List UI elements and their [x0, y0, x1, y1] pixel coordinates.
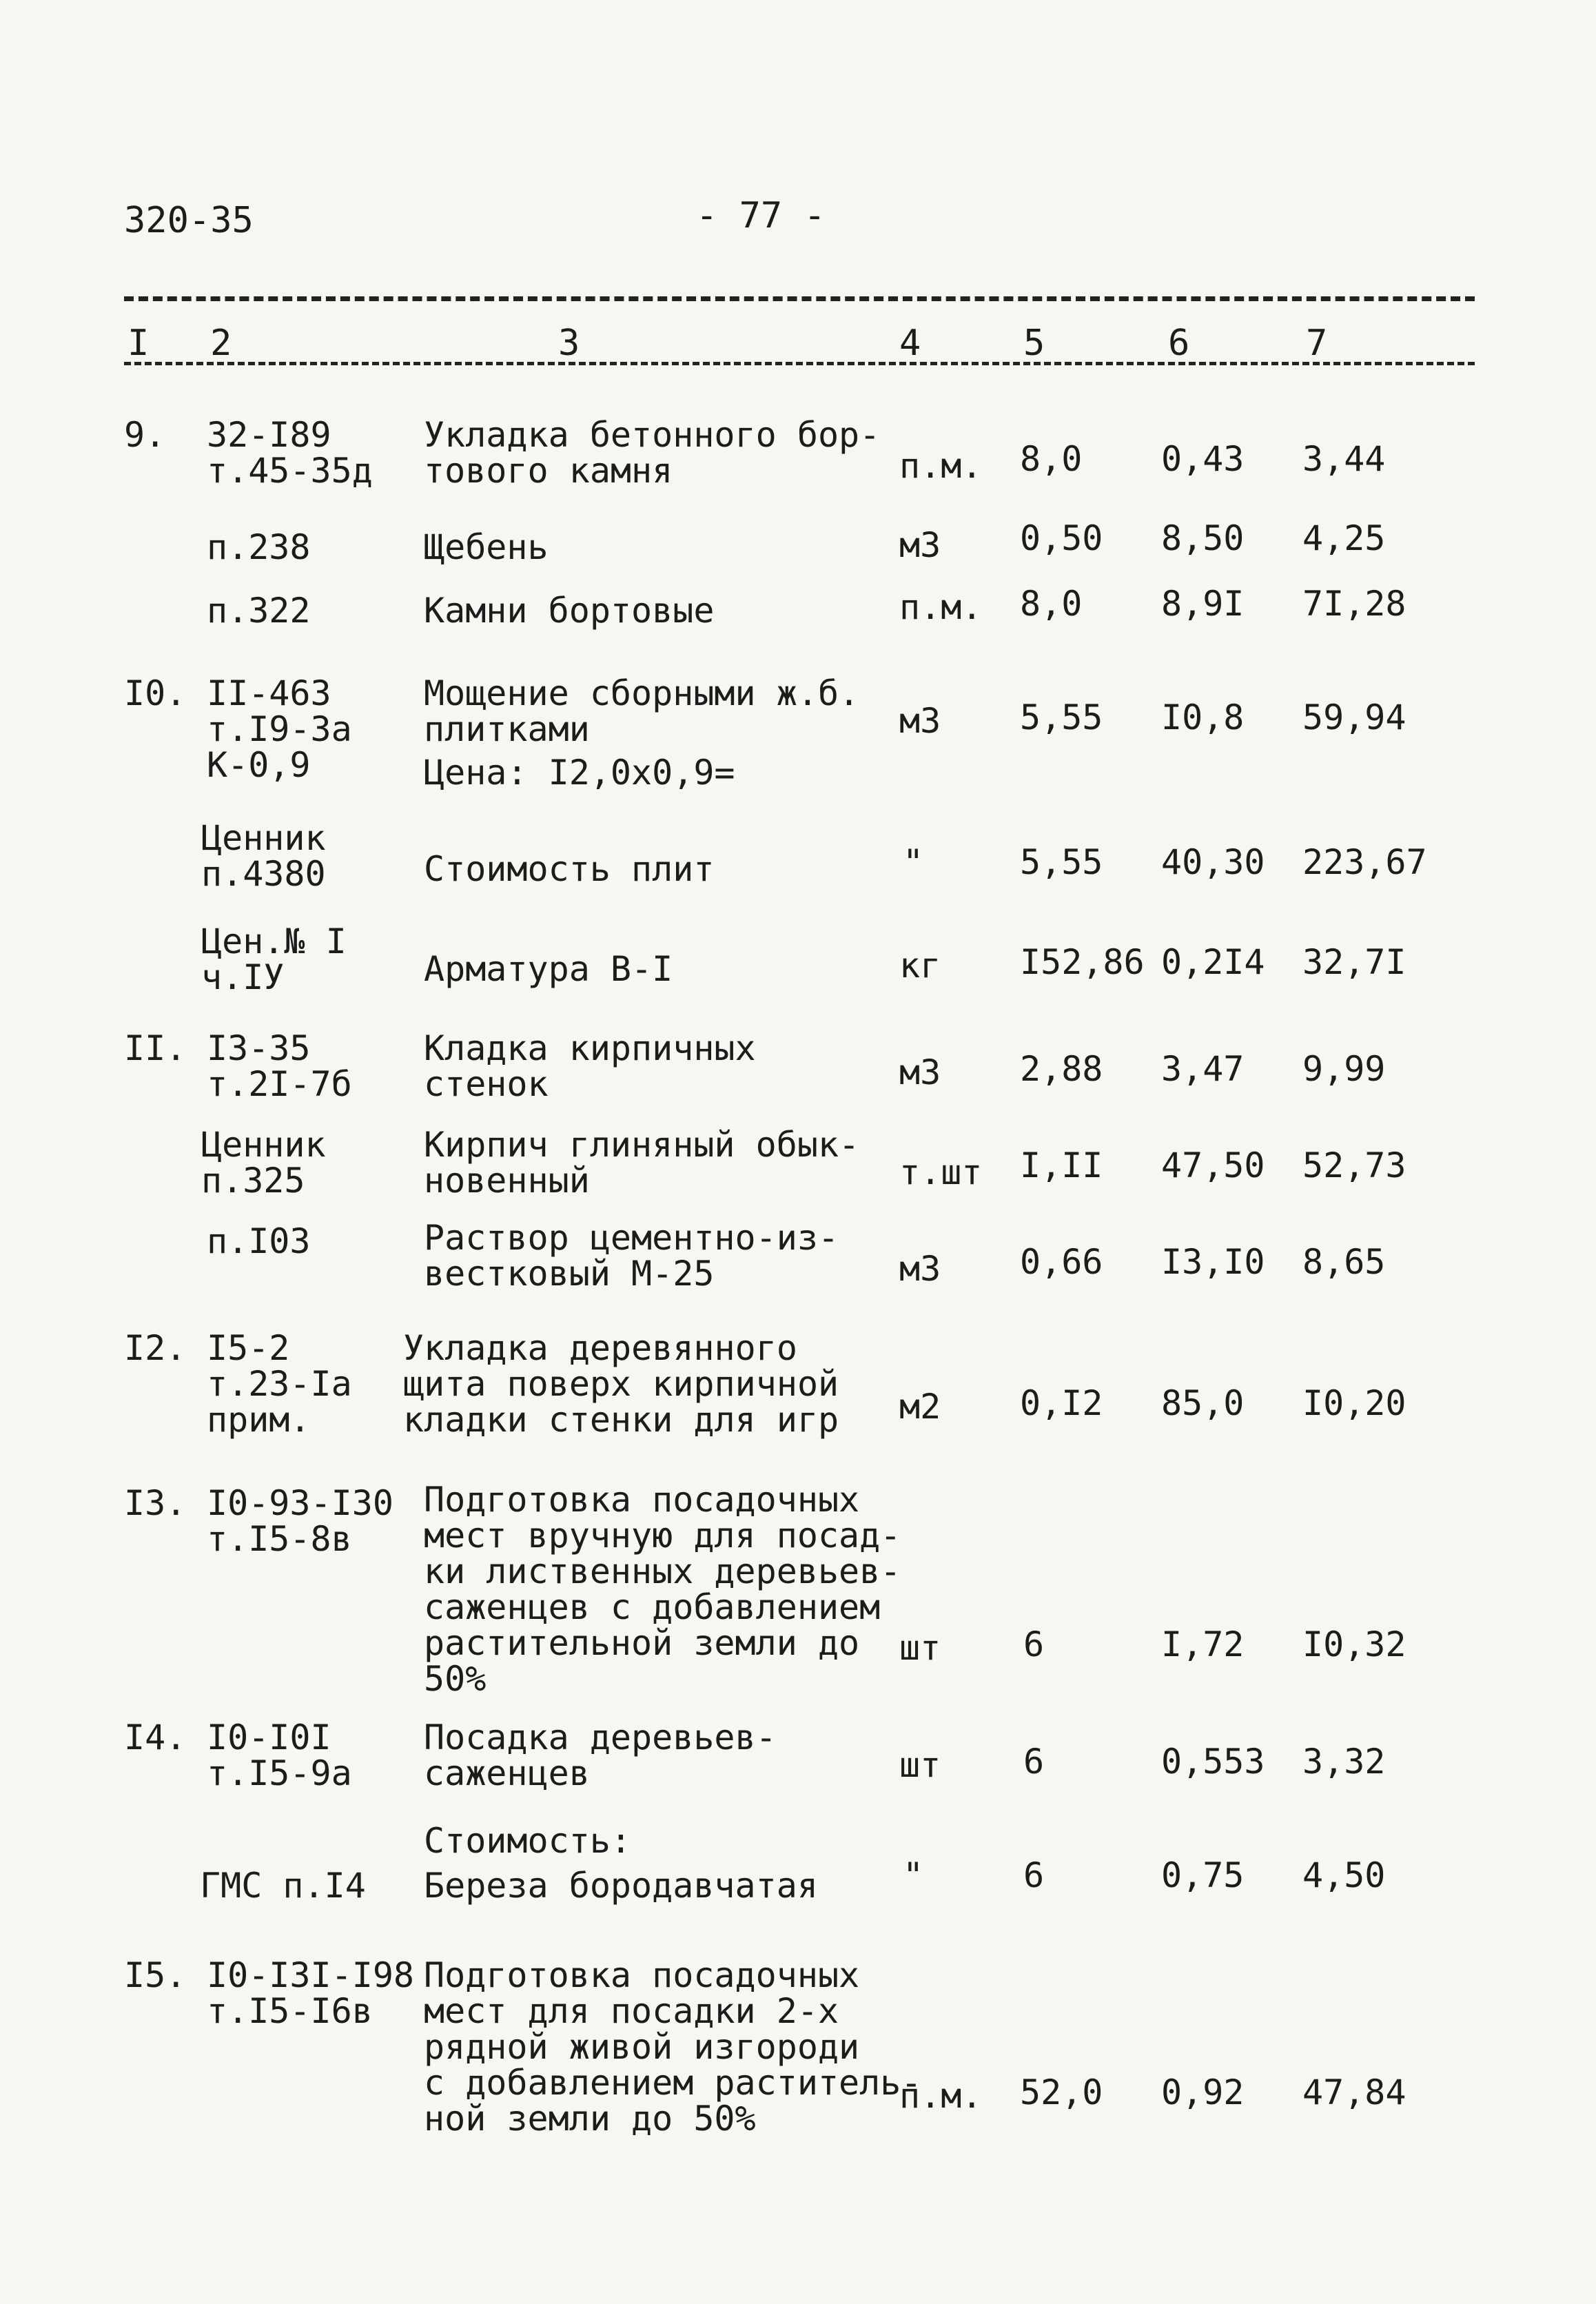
quantity: 52,0 [1020, 2072, 1103, 2112]
norm-code: Ценник п.325 [201, 1125, 326, 1201]
column-header-2: 2 [210, 323, 232, 364]
total-cost: 52,73 [1302, 1145, 1406, 1185]
norm-code: Ценник п.4380 [201, 818, 326, 894]
total-cost: 3,44 [1302, 439, 1386, 479]
item-number: I2. [124, 1328, 187, 1368]
unit-price: 0,553 [1161, 1742, 1265, 1782]
quantity: 8,0 [1020, 439, 1083, 479]
norm-code: II-463 т.I9-3а К-0,9 [207, 673, 352, 785]
unit-price: I3,I0 [1161, 1242, 1265, 1282]
column-header-4: 4 [899, 323, 921, 364]
unit: м2 [899, 1387, 941, 1427]
quantity: 6 [1023, 1624, 1045, 1664]
total-cost: 4,50 [1302, 1855, 1386, 1895]
quantity: 8,0 [1020, 584, 1083, 624]
total-cost: I0,32 [1302, 1624, 1406, 1664]
norm-code: п.I03 [207, 1221, 311, 1261]
norm-code: I3-35 т.2I-7б [207, 1028, 352, 1104]
unit: м3 [899, 1249, 941, 1289]
total-cost: 7I,28 [1302, 584, 1406, 624]
unit-price: 0,92 [1161, 2072, 1245, 2112]
unit: м3 [899, 525, 941, 565]
unit-price: 85,0 [1161, 1383, 1245, 1423]
unit-price: 47,50 [1161, 1145, 1265, 1185]
quantity: I,II [1020, 1145, 1103, 1185]
item-number: II. [124, 1028, 187, 1068]
work-description: Укладка бетонного бор- тового камня [424, 415, 881, 491]
work-description: Посадка деревьев- саженцев [424, 1717, 777, 1793]
work-description: Мощение сборными ж.б. плитками [424, 673, 860, 749]
quantity: 5,55 [1020, 697, 1103, 737]
norm-code: I0-93-I30 т.I5-8в [207, 1483, 393, 1559]
work-description: Подготовка посадочных мест вручную для посад- ки лиственных деревьев- саженцев с добавлением растительной земли до 50% [424, 1480, 901, 1699]
unit: " [903, 842, 924, 882]
unit-price: I0,8 [1161, 697, 1245, 737]
total-cost: 59,94 [1302, 697, 1406, 737]
total-cost: 8,65 [1302, 1242, 1386, 1282]
quantity: 6 [1023, 1855, 1045, 1895]
unit: п.м. [899, 2076, 983, 2116]
work-description: Камни бортовые [424, 591, 715, 631]
quantity: I52,86 [1020, 942, 1145, 982]
column-header-7: 7 [1306, 323, 1328, 364]
item-number: I5. [124, 1955, 187, 1995]
norm-code: ГМС п.I4 [200, 1866, 366, 1906]
unit: п.м. [899, 587, 983, 627]
quantity: 6 [1023, 1742, 1045, 1782]
total-cost: 3,32 [1302, 1742, 1386, 1782]
work-description: Раствор цементно-из- вестковый М-25 [424, 1218, 839, 1294]
unit-price: 8,50 [1161, 518, 1245, 558]
unit-price: I,72 [1161, 1624, 1245, 1664]
column-header-5: 5 [1023, 323, 1045, 364]
unit-price: 3,47 [1161, 1049, 1245, 1089]
total-cost: 47,84 [1302, 2072, 1406, 2112]
work-description: Стоимость плит [424, 849, 715, 889]
work-description: Арматура В-I [424, 949, 673, 989]
norm-code: п.322 [207, 591, 311, 631]
unit: шт [899, 1628, 941, 1668]
price-note: Цена: I2,0х0,9= [424, 753, 735, 793]
quantity: 0,I2 [1020, 1383, 1103, 1423]
total-cost: 4,25 [1302, 518, 1386, 558]
column-header-3: 3 [558, 323, 580, 364]
work-description: Щебень [424, 527, 549, 567]
unit-price: 0,43 [1161, 439, 1245, 479]
total-cost: 223,67 [1302, 842, 1427, 882]
work-description: Береза бородавчатая [424, 1866, 818, 1906]
quantity: 0,66 [1020, 1242, 1103, 1282]
total-cost: 32,7I [1302, 942, 1406, 982]
norm-code: I5-2 т.23-Iа прим. [207, 1328, 352, 1440]
unit: шт [899, 1745, 941, 1785]
unit: м3 [899, 701, 941, 741]
column-header-6: 6 [1168, 323, 1190, 364]
work-description: Стоимость: [424, 1821, 632, 1861]
work-description: Укладка деревянного щита поверх кирпичной кладки стенки для игр [403, 1328, 839, 1440]
total-cost: I0,20 [1302, 1383, 1406, 1423]
unit: м3 [899, 1052, 941, 1092]
item-number: I3. [124, 1483, 187, 1523]
unit: п.м. [899, 446, 983, 486]
unit-price: 0,75 [1161, 1855, 1245, 1895]
work-description: Подготовка посадочных мест для посадки 2-х рядной живой изгороди с добавлением раститель- ной земли до 50% [424, 1955, 922, 2139]
item-number: I0. [124, 673, 187, 713]
quantity: 2,88 [1020, 1049, 1103, 1089]
unit: кг [899, 946, 941, 986]
page-number: - 77 - [696, 195, 826, 236]
norm-code: Цен.№ I ч.IУ [201, 921, 347, 997]
unit: т.шт [899, 1152, 983, 1192]
unit-price: 0,2I4 [1161, 942, 1265, 982]
unit-price: 40,30 [1161, 842, 1265, 882]
work-description: Кирпич глиняный обык- новенный [424, 1125, 860, 1201]
doc-code: 320-35 [124, 200, 254, 241]
total-cost: 9,99 [1302, 1049, 1386, 1089]
header-underline [124, 362, 1475, 365]
norm-code: I0-I3I-I98 т.I5-I6в [207, 1955, 415, 2031]
item-number: 9. [124, 415, 166, 455]
unit: " [903, 1855, 924, 1895]
quantity: 0,50 [1020, 518, 1103, 558]
norm-code: I0-I0I т.I5-9а [207, 1717, 352, 1793]
top-divider [124, 296, 1475, 301]
column-header-1: I [127, 323, 150, 364]
work-description: Кладка кирпичных стенок [424, 1028, 756, 1104]
norm-code: п.238 [207, 527, 311, 567]
norm-code: 32-I89 т.45-35д [207, 415, 373, 491]
item-number: I4. [124, 1717, 187, 1757]
quantity: 5,55 [1020, 842, 1103, 882]
unit-price: 8,9I [1161, 584, 1245, 624]
